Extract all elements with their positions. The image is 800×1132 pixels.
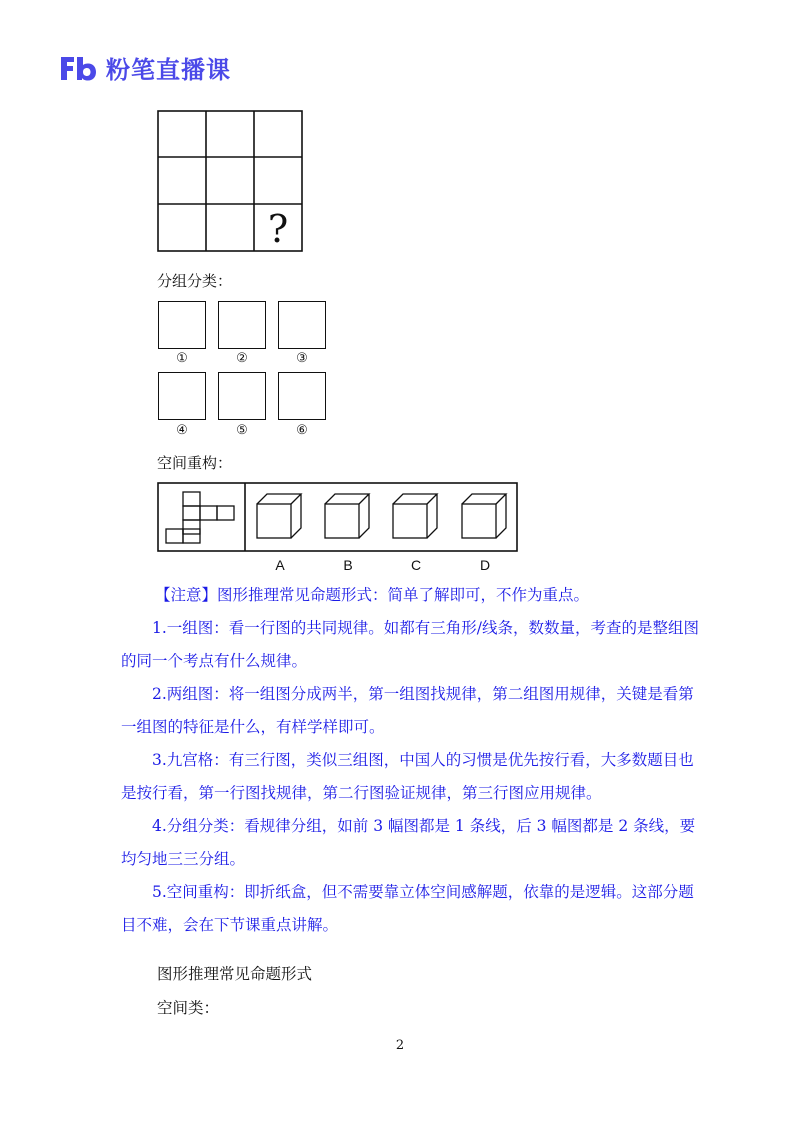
classify-box-2 — [218, 301, 266, 349]
cube-a-icon — [257, 494, 301, 538]
option-a: A — [275, 557, 285, 573]
option-d: D — [479, 557, 491, 573]
cube-d-icon — [462, 494, 506, 538]
classify-num-3: ③ — [296, 351, 308, 366]
nine-grid-figure — [157, 110, 303, 252]
notes-item-4: 4.分组分类：看规律分组，如前 3 幅图都是 1 条线，后 3 幅图都是 2 条线，要均匀地三三分组。 — [121, 817, 696, 868]
space-reconstruct-label: 空间重构： — [157, 454, 233, 472]
classify-num-4: ④ — [176, 423, 188, 438]
classify-box-5 — [218, 372, 266, 420]
unfolded-net-icon — [166, 492, 234, 543]
section-heading: 图形推理常见命题形式 — [157, 965, 313, 983]
option-c: C — [410, 557, 422, 573]
cube-b-icon — [325, 494, 369, 538]
section-sub-heading: 空间类： — [157, 999, 220, 1017]
group-classify-label: 分组分类： — [157, 272, 233, 290]
option-b: B — [343, 557, 353, 573]
question-mark: ? — [267, 207, 289, 251]
classify-box-3 — [278, 301, 326, 349]
brand-logo — [58, 50, 231, 85]
page-number: 2 — [395, 1038, 405, 1053]
notes-intro: 【注意】图形推理常见命题形式：简单了解即可，不作为重点。 — [155, 586, 590, 604]
classify-box-6 — [278, 372, 326, 420]
classify-box-4 — [158, 372, 206, 420]
notes-item-1: 1.一组图：看一行图的共同规律。如都有三角形/线条，数数量，考查的是整组图的同一个考点有什么规律。 — [121, 619, 700, 670]
classify-num-5: ⑤ — [236, 423, 248, 438]
cube-c-icon — [393, 494, 437, 538]
notes-item-2: 2.两组图：将一组图分成两半，第一组图找规律，第二组图用规律，关键是看第一组图的特征是什么，有样学样即可。 — [121, 685, 694, 736]
classify-num-2: ② — [236, 351, 248, 366]
classify-num-1: ① — [176, 351, 188, 366]
space-reconstruct-figure — [157, 482, 519, 574]
notes-item-5: 5.空间重构：即折纸盒，但不需要靠立体空间感解题，依靠的是逻辑。这部分题目不难，会在下节课重点讲解。 — [121, 883, 694, 934]
fb-logo-icon — [58, 53, 98, 83]
notes-item-3: 3.九宫格：有三行图，类似三组图，中国人的习惯是优先按行看，大多数题目也是按行看，第一行图找规律，第二行图验证规律，第三行图应用规律。 — [121, 751, 694, 802]
brand-name: 粉笔直播课 — [106, 56, 231, 84]
notes-block — [121, 579, 701, 942]
classify-num-6: ⑥ — [296, 423, 308, 438]
classify-box-1 — [158, 301, 206, 349]
